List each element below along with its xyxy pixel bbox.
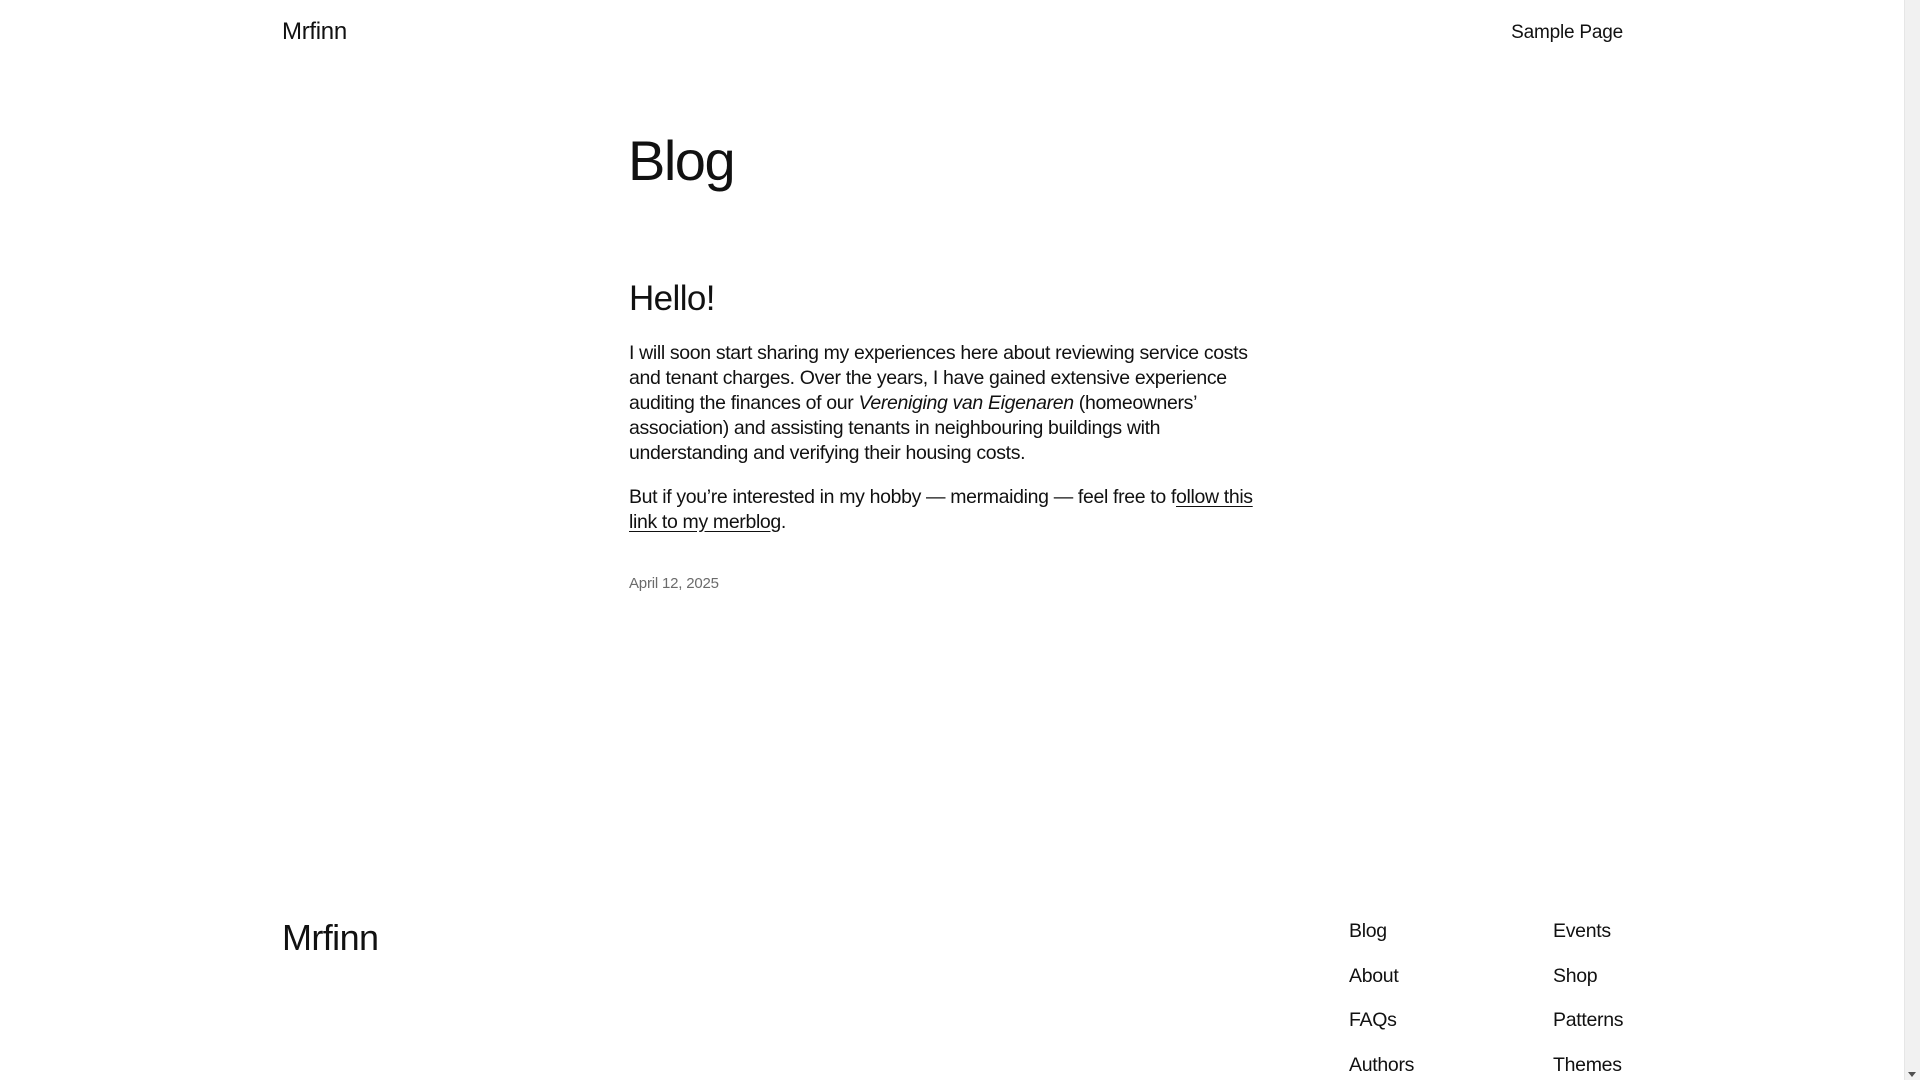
p2-text-after: . [780, 510, 786, 533]
footer-link-themes[interactable]: Themes [1553, 1053, 1622, 1076]
footer-link-blog[interactable]: Blog [1349, 920, 1387, 942]
site-title-link[interactable]: Mrfinn [282, 18, 347, 45]
p1-text-before: I will soon start sharing my experiences here about reviewing service costs and tenant charges. Over the years, I have gained extensive experience auditing the finances of our [629, 341, 1248, 414]
post-paragraph-1 [629, 341, 1281, 466]
footer-site-title[interactable]: Mrfinn [282, 917, 379, 958]
footer-link-faqs[interactable]: FAQs [1349, 1009, 1397, 1031]
vertical-scrollbar[interactable] [1904, 0, 1920, 1080]
footer-link-about[interactable]: About [1349, 964, 1399, 987]
footer-link-events[interactable]: Events [1553, 920, 1611, 942]
post-title[interactable] [629, 280, 1281, 319]
footer-item-events [1553, 920, 1623, 965]
scroll-down-arrow-icon[interactable] [1908, 1072, 1916, 1077]
p2-text-before: But if you’re interested in my hobby — mermaiding — feel free to f [629, 485, 1176, 508]
footer-nav-column-1 [1349, 920, 1414, 1080]
footer-item-authors [1349, 1054, 1414, 1080]
top-navigation [1511, 22, 1623, 44]
blog-post [629, 280, 1281, 592]
footer-link-shop[interactable]: Shop [1553, 964, 1598, 987]
post-title-link[interactable]: Hello! [629, 279, 715, 318]
footer-item-about [1349, 965, 1414, 1010]
footer-link-patterns[interactable]: Patterns [1553, 1009, 1624, 1031]
footer-nav-column-2 [1553, 920, 1623, 1080]
footer-item-faqs [1349, 1009, 1414, 1054]
footer-link-authors[interactable]: Authors [1349, 1053, 1415, 1076]
footer-item-blog [1349, 920, 1414, 965]
post-paragraph-2 [629, 485, 1281, 535]
p1-text-after: (homeowners’ association) and assisting tenants in neighbouring buildings with understanding and verifying their housing costs. [629, 391, 1197, 464]
p1-italic-term: Vereniging van Eigenaren [858, 391, 1074, 414]
page-title: Blog [628, 129, 735, 192]
post-excerpt [629, 341, 1281, 535]
post-date[interactable]: April 12, 2025 [629, 574, 719, 592]
scrollbar-thumb[interactable] [1908, 2, 1917, 902]
merblog-link[interactable]: ollow this link to my merblog [629, 485, 1253, 533]
footer-item-patterns [1553, 1009, 1623, 1054]
footer-item-themes [1553, 1054, 1623, 1080]
nav-sample-page[interactable]: Sample Page [1511, 22, 1623, 43]
footer-item-shop [1553, 965, 1623, 1010]
